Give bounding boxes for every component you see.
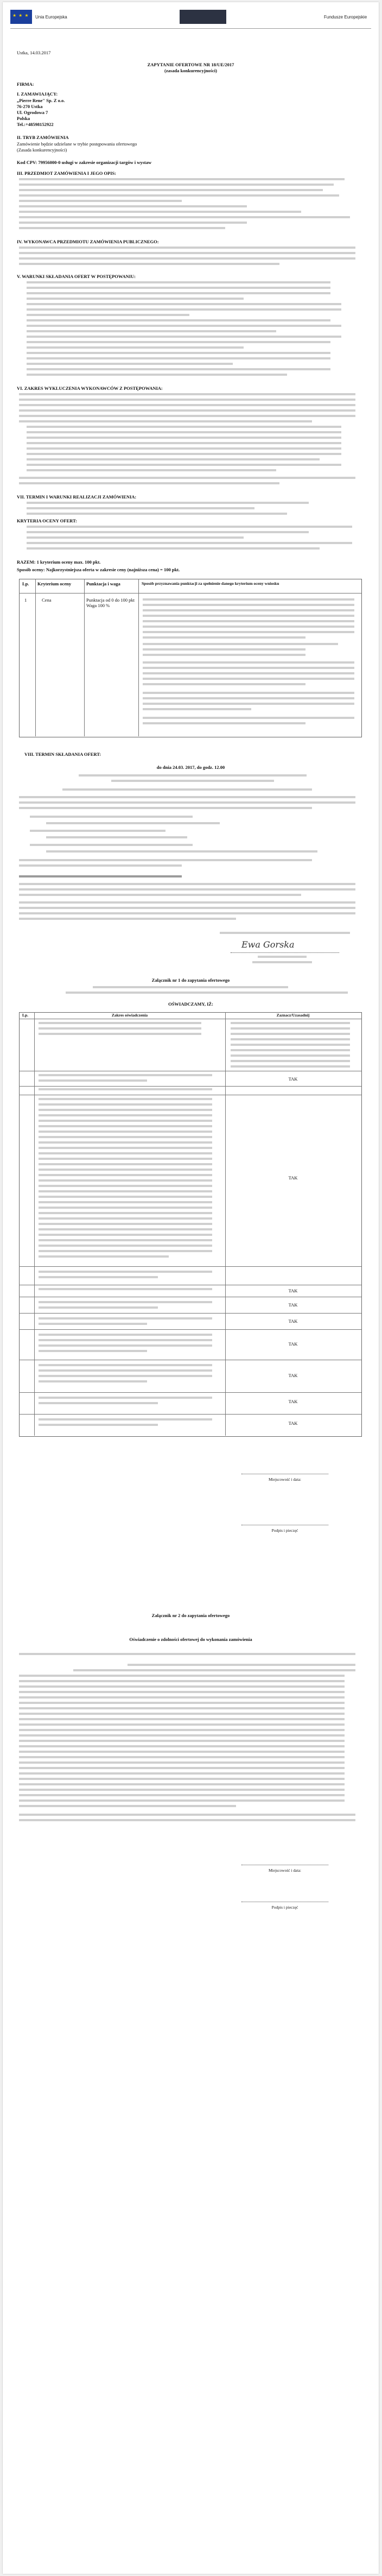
text-line bbox=[39, 1147, 212, 1149]
text-line bbox=[39, 1201, 212, 1203]
text-line bbox=[19, 1675, 345, 1677]
text-line bbox=[19, 257, 355, 260]
text-line bbox=[66, 992, 348, 994]
text-line bbox=[39, 1339, 212, 1341]
table-divider bbox=[34, 1012, 35, 1436]
text-line bbox=[39, 1114, 212, 1116]
text-line bbox=[39, 1158, 212, 1160]
text-line bbox=[39, 1364, 212, 1366]
text-line bbox=[73, 1669, 355, 1671]
podpis-label: Podpis i pieczęć bbox=[271, 1528, 298, 1533]
text-line bbox=[27, 464, 341, 466]
text-line bbox=[27, 325, 341, 327]
text-line bbox=[19, 918, 236, 920]
document-subtitle: (zasada konkurencyjności) bbox=[164, 68, 217, 73]
text-line bbox=[27, 357, 330, 359]
text-line bbox=[27, 502, 309, 504]
text-line bbox=[19, 1789, 345, 1791]
text-line bbox=[39, 1380, 147, 1382]
tak-label: TAK bbox=[288, 1420, 298, 1426]
text-line bbox=[39, 1369, 212, 1372]
text-line bbox=[19, 263, 279, 265]
text-line bbox=[27, 298, 244, 300]
criteria-table bbox=[19, 579, 362, 737]
fundusze-logo-text: Fundusze Europejskie bbox=[324, 14, 367, 20]
text-line bbox=[30, 844, 193, 846]
text-line bbox=[39, 1306, 158, 1309]
tak-label: TAK bbox=[288, 1341, 298, 1347]
text-line bbox=[27, 341, 330, 343]
text-line bbox=[19, 1814, 355, 1816]
text-line bbox=[39, 1317, 212, 1319]
tak-label: TAK bbox=[288, 1076, 298, 1082]
eu-flag-icon bbox=[10, 10, 32, 24]
text-line bbox=[143, 683, 305, 685]
text-line bbox=[19, 1767, 345, 1769]
table-divider bbox=[19, 1414, 361, 1415]
text-line bbox=[27, 374, 287, 376]
text-line bbox=[231, 1038, 350, 1040]
text-line bbox=[30, 816, 193, 818]
text-line bbox=[143, 722, 305, 724]
table-header-zaznacz: Zaznacz/Uzasadnij bbox=[276, 1013, 310, 1018]
text-line bbox=[19, 1680, 345, 1682]
text-line bbox=[143, 667, 354, 669]
tak-label: TAK bbox=[288, 1318, 298, 1324]
text-line bbox=[143, 703, 354, 705]
text-line bbox=[19, 189, 323, 191]
tak-label: TAK bbox=[288, 1302, 298, 1308]
text-line bbox=[39, 1223, 212, 1225]
tak-label: TAK bbox=[288, 1175, 298, 1180]
table-divider bbox=[19, 1313, 361, 1314]
text-line bbox=[27, 507, 254, 509]
text-line bbox=[231, 1065, 350, 1068]
section-1-heading: I. ZAMAWIAJĄCY: bbox=[17, 91, 58, 97]
text-line bbox=[19, 247, 355, 249]
text-line bbox=[39, 1109, 212, 1111]
document-title: ZAPYTANIE OFERTOWE NR 18/UE/2017 bbox=[147, 62, 234, 67]
text-line bbox=[19, 178, 345, 180]
document-page bbox=[3, 2, 379, 2574]
text-line bbox=[39, 1217, 212, 1220]
table-header-zakres: Zakres oświadczenia bbox=[111, 1013, 148, 1018]
text-line bbox=[231, 1022, 350, 1024]
text-line bbox=[27, 363, 233, 365]
text-line bbox=[231, 1044, 350, 1046]
text-line bbox=[19, 1734, 345, 1737]
criteria-label: KRYTERIA OCENY OFERT: bbox=[17, 518, 77, 523]
company-name: „Pierre Rene" Sp. Z o.o. bbox=[17, 98, 65, 103]
text-line bbox=[39, 1131, 212, 1133]
text-line bbox=[143, 598, 354, 601]
text-line bbox=[19, 1740, 345, 1742]
table-cell-kryterium: Cena bbox=[42, 597, 52, 603]
text-line bbox=[27, 431, 341, 433]
text-line bbox=[27, 437, 341, 439]
text-line bbox=[143, 678, 354, 680]
text-line bbox=[27, 336, 341, 338]
text-line bbox=[19, 859, 312, 861]
text-line bbox=[19, 864, 182, 867]
text-line bbox=[79, 774, 307, 776]
funding-logos-bar bbox=[10, 8, 371, 26]
text-line bbox=[19, 801, 355, 804]
table-divider bbox=[19, 593, 361, 594]
zalacznik-1-title: Załącznik nr 1 do zapytania ofertowego bbox=[151, 977, 230, 983]
text-line bbox=[231, 1027, 350, 1030]
text-line bbox=[39, 1027, 201, 1030]
text-line bbox=[46, 836, 187, 838]
text-line bbox=[27, 303, 341, 305]
text-line bbox=[143, 692, 354, 694]
text-line bbox=[27, 458, 320, 460]
text-line bbox=[19, 1691, 345, 1693]
text-line bbox=[39, 1179, 212, 1182]
text-line bbox=[143, 604, 354, 606]
text-line bbox=[27, 319, 330, 321]
text-line bbox=[39, 1288, 212, 1290]
text-line bbox=[27, 513, 287, 515]
text-line bbox=[143, 672, 354, 674]
text-line bbox=[19, 222, 247, 224]
table-cell-lp: 1 bbox=[24, 597, 27, 603]
text-line bbox=[143, 697, 354, 699]
table-divider bbox=[138, 579, 139, 736]
text-line bbox=[93, 986, 288, 988]
text-line bbox=[27, 281, 330, 283]
text-line bbox=[39, 1169, 212, 1171]
text-line bbox=[39, 1255, 169, 1258]
text-line bbox=[19, 875, 182, 877]
eu-logo bbox=[10, 9, 82, 25]
text-line bbox=[39, 1397, 212, 1399]
text-line bbox=[39, 1174, 212, 1176]
section-7-heading: VII. TERMIN I WARUNKI REALIZACJI ZAMÓWIENIA: bbox=[17, 494, 137, 500]
table-cell-punktacja: Punktacja od 0 do 100 pkt Waga 100 % bbox=[86, 597, 135, 608]
text-line bbox=[19, 1783, 345, 1785]
text-line bbox=[19, 1723, 345, 1726]
text-line bbox=[220, 932, 350, 934]
text-line bbox=[39, 1190, 212, 1192]
text-line bbox=[39, 1424, 158, 1426]
text-line bbox=[19, 1778, 345, 1780]
text-line bbox=[39, 1022, 201, 1024]
tak-label: TAK bbox=[288, 1288, 298, 1293]
text-line bbox=[39, 1074, 212, 1076]
text-line bbox=[19, 901, 355, 904]
text-line bbox=[39, 1141, 212, 1144]
miejscowosc-data-label-2: Miejscowość i data: bbox=[269, 1868, 301, 1873]
text-line bbox=[19, 211, 301, 213]
text-line bbox=[39, 1033, 201, 1035]
text-line bbox=[27, 352, 330, 354]
text-line bbox=[252, 961, 312, 963]
text-line bbox=[19, 477, 355, 479]
miejscowosc-data-label: Miejscowość i data: bbox=[269, 1477, 301, 1482]
text-line bbox=[128, 1664, 355, 1666]
text-line bbox=[19, 1707, 345, 1709]
section-8-heading: VIII. TERMIN SKŁADANIA OFERT: bbox=[24, 752, 101, 757]
text-line bbox=[143, 643, 338, 645]
table-divider bbox=[35, 579, 36, 736]
section-4-heading: IV. WYKONAWCA PRZEDMIOTU ZAMÓWIENIA PUBLICZNEGO: bbox=[17, 239, 159, 244]
sposob-oceny-text: Sposób oceny: Najkorzystniejsza oferta w zakresie ceny (najniższa cena) = 100 pkt. bbox=[17, 567, 180, 572]
text-line bbox=[27, 536, 244, 539]
text-line bbox=[39, 1402, 158, 1404]
text-line bbox=[143, 636, 305, 639]
text-line bbox=[27, 314, 189, 316]
text-line bbox=[19, 1761, 345, 1764]
firma-label: FIRMA: bbox=[17, 81, 34, 87]
text-line bbox=[39, 1301, 212, 1303]
text-line bbox=[19, 888, 355, 891]
text-line bbox=[19, 482, 279, 484]
text-line bbox=[39, 1185, 212, 1187]
text-line bbox=[19, 1696, 345, 1699]
table-divider bbox=[19, 1392, 361, 1393]
zalacznik-2-subtitle: Oświadczenie o zdolności ofertowej do wykonania zamówienia bbox=[129, 1637, 252, 1642]
text-line bbox=[143, 717, 354, 719]
polska-wschodnia-logo-box bbox=[180, 10, 226, 24]
text-line bbox=[39, 1239, 212, 1241]
text-line bbox=[19, 1745, 345, 1747]
text-line bbox=[27, 531, 309, 533]
section-5-heading: V. WARUNKI SKŁADANIA OFERT W POSTĘPOWANIU: bbox=[17, 274, 136, 279]
text-line bbox=[27, 547, 320, 550]
section-3-heading: III. PRZEDMIOT ZAMÓWIENIA I JEGO OPIS: bbox=[17, 171, 117, 176]
text-line bbox=[19, 404, 355, 406]
text-line bbox=[19, 1805, 236, 1807]
text-line bbox=[19, 883, 355, 885]
text-line bbox=[19, 1685, 345, 1688]
podpis-label-2: Podpis i pieczęć bbox=[271, 1905, 298, 1910]
text-line bbox=[39, 1196, 212, 1198]
company-phone: Tel.:+48598152922 bbox=[17, 122, 54, 127]
text-line bbox=[39, 1120, 212, 1122]
text-line bbox=[231, 1049, 350, 1051]
text-line bbox=[19, 1819, 355, 1821]
signature-line bbox=[231, 952, 339, 953]
text-line bbox=[19, 1800, 345, 1802]
fundusze-logo bbox=[324, 9, 371, 25]
text-line bbox=[19, 399, 355, 401]
text-line bbox=[19, 1653, 355, 1655]
text-line bbox=[19, 894, 301, 896]
text-line bbox=[143, 615, 354, 617]
text-line bbox=[231, 1060, 350, 1062]
tak-label: TAK bbox=[288, 1399, 298, 1404]
text-line bbox=[27, 453, 341, 455]
text-line bbox=[39, 1334, 212, 1336]
company-street: Ul. Ogrodowa 7 bbox=[17, 110, 48, 115]
text-line bbox=[19, 796, 355, 798]
table-header-lp: Lp. bbox=[22, 1013, 29, 1018]
table-header-sposob: Sposób przyznawania punktacji za spełnienie danego kryterium oceny wniosku bbox=[142, 581, 279, 586]
text-line bbox=[39, 1163, 212, 1165]
text-line bbox=[27, 426, 341, 428]
text-line bbox=[27, 346, 244, 349]
oswiadczamy-heading: OŚWIADCZAMY, IŻ: bbox=[168, 1001, 213, 1007]
text-line bbox=[39, 1098, 212, 1100]
text-line bbox=[27, 292, 330, 294]
text-line bbox=[27, 442, 341, 444]
table-divider bbox=[19, 1266, 361, 1267]
eu-logo-text: Unia Europejska bbox=[35, 14, 67, 20]
polska-wschodnia-logo bbox=[180, 9, 226, 25]
text-line bbox=[19, 415, 355, 417]
text-line bbox=[39, 1271, 212, 1273]
text-line bbox=[19, 194, 339, 197]
text-line bbox=[27, 287, 330, 289]
company-zip: 76-270 Ustka bbox=[17, 104, 43, 109]
text-line bbox=[39, 1152, 212, 1154]
text-line bbox=[19, 1794, 345, 1796]
text-line bbox=[231, 1055, 350, 1057]
section-6-heading: VI. ZAKRES WYKLUCZENIA WYKONAWCÓW Z POSTĘPOWANIA: bbox=[17, 386, 163, 391]
text-line bbox=[27, 526, 352, 528]
text-line bbox=[19, 1729, 345, 1731]
text-line bbox=[143, 648, 305, 651]
text-line bbox=[19, 907, 355, 909]
text-line bbox=[39, 1136, 212, 1138]
text-line bbox=[19, 205, 247, 207]
table-divider bbox=[19, 1329, 361, 1330]
header-rule bbox=[10, 28, 371, 29]
text-line bbox=[39, 1125, 212, 1127]
handwritten-signature: Ewa Gorska bbox=[241, 939, 295, 950]
table-divider bbox=[225, 1012, 226, 1436]
text-line bbox=[19, 227, 225, 229]
text-line bbox=[27, 542, 352, 544]
text-line bbox=[19, 393, 355, 395]
text-line bbox=[27, 330, 276, 332]
text-line bbox=[39, 1375, 212, 1377]
company-country: Polska bbox=[17, 116, 30, 121]
text-line bbox=[19, 420, 312, 422]
text-line bbox=[39, 1228, 212, 1230]
text-line bbox=[39, 1245, 212, 1247]
text-line bbox=[19, 1713, 345, 1715]
text-line bbox=[19, 912, 355, 914]
text-line bbox=[27, 469, 276, 471]
text-line bbox=[19, 1751, 345, 1753]
place-date: Ustka, 14.03.2017 bbox=[17, 50, 51, 55]
text-line bbox=[143, 654, 305, 656]
razem-text: RAZEM: 1 kryterium oceny max. 100 pkt. bbox=[17, 559, 101, 565]
text-line bbox=[27, 447, 341, 450]
text-line bbox=[30, 830, 165, 832]
table-header-lp: Lp. bbox=[22, 581, 29, 586]
text-line bbox=[39, 1323, 147, 1325]
text-line bbox=[19, 1702, 345, 1704]
text-line bbox=[39, 1234, 212, 1236]
text-line bbox=[19, 216, 350, 218]
zalacznik-2-title: Załącznik nr 2 do zapytania ofertowego bbox=[151, 1613, 230, 1618]
text-line bbox=[39, 1103, 212, 1106]
text-line bbox=[62, 788, 312, 791]
table-divider bbox=[84, 579, 85, 736]
text-line bbox=[19, 1718, 345, 1720]
text-line bbox=[39, 1418, 212, 1420]
text-line bbox=[46, 850, 317, 853]
text-line bbox=[143, 609, 354, 611]
text-line bbox=[143, 626, 354, 628]
text-line bbox=[143, 661, 354, 664]
text-line bbox=[39, 1276, 158, 1278]
text-line bbox=[27, 368, 330, 370]
text-line bbox=[143, 708, 251, 710]
text-line bbox=[27, 308, 341, 311]
text-line bbox=[143, 631, 354, 633]
tak-label: TAK bbox=[288, 1373, 298, 1378]
text-line bbox=[39, 1350, 147, 1352]
text-line bbox=[19, 200, 182, 202]
table-header-punktacja: Punktacja i waga bbox=[86, 581, 120, 586]
table-divider bbox=[19, 1086, 361, 1087]
text-line bbox=[19, 1756, 345, 1758]
text-line bbox=[19, 184, 334, 186]
section-2-heading: II. TRYB ZAMÓWIENIA bbox=[17, 135, 69, 140]
text-line bbox=[143, 620, 354, 622]
text-line bbox=[39, 1207, 212, 1209]
text-line bbox=[39, 1344, 212, 1347]
text-line bbox=[19, 1772, 345, 1775]
text-line bbox=[19, 409, 355, 412]
section-2-text-2: (Zasada konkurencyjności) bbox=[17, 147, 67, 153]
text-line bbox=[39, 1088, 212, 1090]
deadline-text: do dnia 24.03. 2017, do godz. 12.00 bbox=[156, 765, 225, 770]
table-header-kryterium: Kryterium oceny bbox=[37, 581, 72, 586]
text-line bbox=[39, 1250, 212, 1252]
text-line bbox=[111, 780, 274, 782]
text-line bbox=[19, 252, 355, 254]
text-line bbox=[39, 1079, 147, 1082]
section-2-text: Zamówienie będzie udzielane w trybie postępowania ofertowego bbox=[17, 141, 137, 147]
text-line bbox=[46, 822, 220, 824]
text-line bbox=[19, 807, 312, 809]
cpv-code: Kod CPV: 79956000-0 usługi w zakresie organizacji targów i wystaw bbox=[17, 160, 152, 165]
text-line bbox=[258, 956, 307, 958]
text-line bbox=[231, 1033, 350, 1035]
text-line bbox=[39, 1212, 212, 1214]
